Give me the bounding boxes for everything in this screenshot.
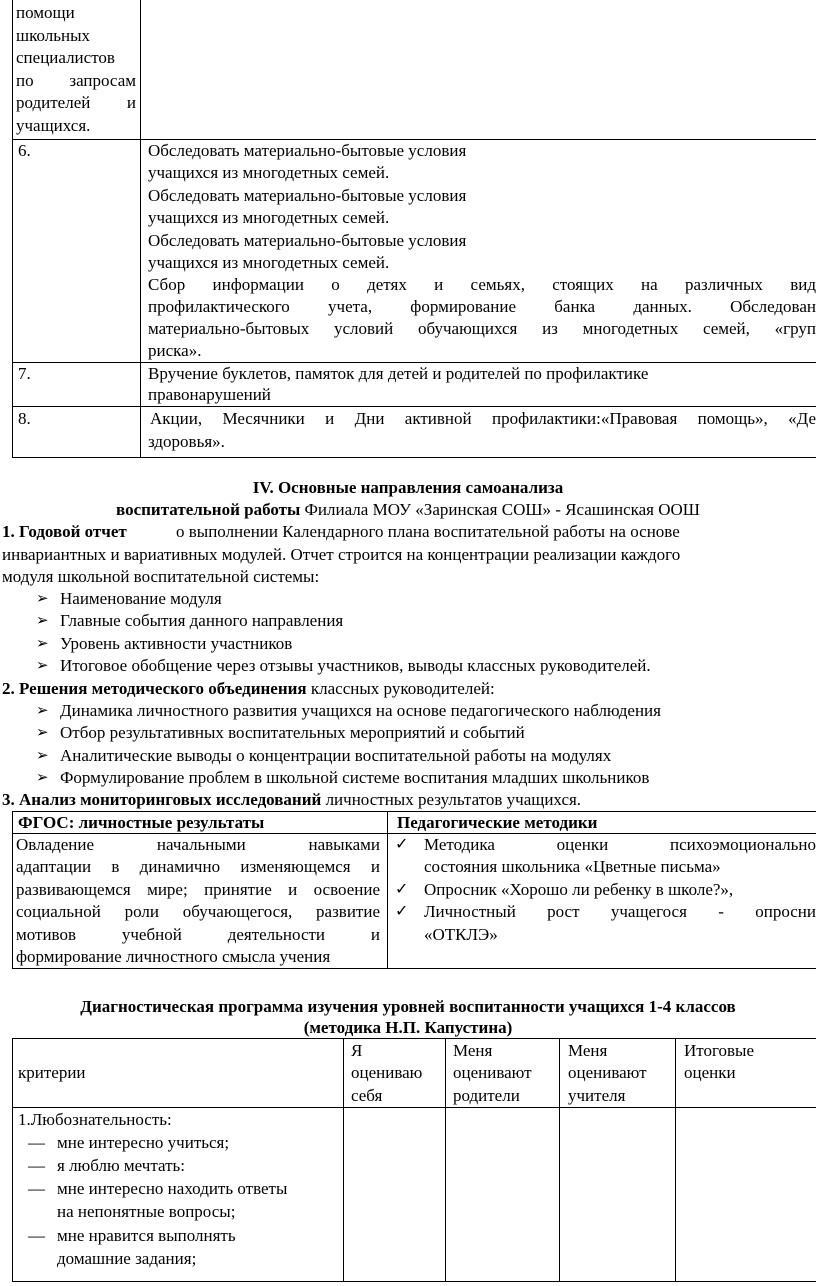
section-subtitle bbox=[0, 499, 816, 522]
header-line: оценки bbox=[684, 1063, 736, 1082]
cell-line: учащихся. bbox=[16, 116, 91, 135]
cell-line: родителей и bbox=[16, 93, 136, 112]
header-left: ФГОС: личностные результаты bbox=[18, 813, 265, 832]
arrow-bullet-icon: ➢ bbox=[36, 636, 49, 652]
checkmark-icon: ✓ bbox=[395, 881, 409, 898]
header-line: оценивают bbox=[568, 1063, 647, 1082]
cell-line: учащихся из многодетных семей. bbox=[148, 253, 390, 272]
arrow-bullet-icon: ➢ bbox=[36, 591, 49, 607]
arrow-bullet-icon: ➢ bbox=[36, 658, 49, 674]
cell-line: учащихся из многодетных семей. bbox=[148, 163, 390, 182]
col-header-criteria: критерии bbox=[18, 1063, 86, 1082]
list-item: Уровень активности участников bbox=[60, 634, 293, 653]
criteria-item: я люблю мечтать: bbox=[57, 1156, 185, 1175]
cell-line: специалистов bbox=[16, 48, 115, 67]
dash-bullet-icon: — bbox=[28, 1226, 45, 1245]
list-item: Отбор результативных воспитательных мероприятий и событий bbox=[60, 723, 525, 742]
cell-line: Обследовать материально-бытовые условия bbox=[148, 141, 467, 160]
header-line: оценивают bbox=[453, 1063, 532, 1082]
cell-line: учащихся из многодетных семей. bbox=[148, 208, 390, 227]
dash-bullet-icon: — bbox=[28, 1133, 45, 1152]
cell-line: формирование личностного смысла учения bbox=[16, 947, 331, 966]
cell-line: риска». bbox=[148, 341, 202, 360]
criteria-title: 1.Любознательность: bbox=[18, 1110, 172, 1129]
list-item: Главные события данного направления bbox=[60, 611, 344, 630]
p2-text: классных руководителей: bbox=[306, 679, 495, 698]
header-line: оцениваю bbox=[351, 1063, 423, 1082]
header-right: Педагогические методики bbox=[397, 813, 598, 832]
row-number: 8. bbox=[18, 409, 31, 428]
cell-line: Сбор информации о детях и семьях, стоящих на различных вид bbox=[148, 275, 816, 294]
p3-text: личностных результатов учащихся. bbox=[321, 790, 582, 809]
diag-title: Диагностическая программа изучения уровней воспитанности учащихся 1-4 классов bbox=[80, 997, 736, 1016]
cell-line: материально-бытовых условий обучающихся из многодетных семей, «груп bbox=[148, 319, 816, 338]
arrow-bullet-icon: ➢ bbox=[36, 770, 49, 786]
p1-heading: 1. Годовой отчет bbox=[2, 522, 127, 541]
arrow-bullet-icon: ➢ bbox=[36, 613, 49, 629]
list-item: Итоговое обобщение через отзывы участников, выводы классных руководителей. bbox=[60, 656, 651, 675]
cell-line: социальной роли обучающегося, развитие bbox=[16, 902, 380, 921]
header-line: родители bbox=[453, 1086, 520, 1105]
dash-bullet-icon: — bbox=[28, 1156, 45, 1175]
list-item: Наименование модуля bbox=[60, 589, 222, 608]
cell-line: школьных bbox=[16, 26, 91, 45]
criteria-item: на непонятные вопросы; bbox=[57, 1202, 236, 1221]
arrow-bullet-icon: ➢ bbox=[36, 703, 49, 719]
list-item: Аналитические выводы о концентрации воспитательной работы на модулях bbox=[60, 746, 612, 765]
section-title: IV. Основные направления самоанализа bbox=[252, 478, 564, 497]
p2-heading: 2. Решения методического объединения bbox=[2, 679, 307, 698]
p2 bbox=[2, 678, 495, 701]
cell-line: профилактического учета, формирование банка данных. Обследован bbox=[148, 297, 816, 316]
header-line: Меня bbox=[453, 1041, 493, 1060]
dash-bullet-icon: — bbox=[28, 1179, 45, 1198]
criteria-item: мне нравится выполнять bbox=[57, 1226, 236, 1245]
cell-line: Опросник «Хорошо ли ребенку в школе?», bbox=[424, 880, 734, 899]
criteria-item: домашние задания; bbox=[57, 1249, 197, 1268]
cell-line: Вручение буклетов, памяток для детей и родителей по профилактике bbox=[148, 364, 649, 383]
p3 bbox=[2, 789, 581, 812]
checkmark-icon: ✓ bbox=[395, 836, 409, 853]
row-number: 6. bbox=[18, 141, 31, 160]
criteria-item: мне интересно находить ответы bbox=[57, 1179, 288, 1198]
arrow-bullet-icon: ➢ bbox=[36, 725, 49, 741]
cell-line: помощи bbox=[16, 3, 75, 22]
cell-line: Личностный рост учащегося - опросни bbox=[424, 902, 816, 921]
cell-line: развивающемся мире; принятие и освоение bbox=[16, 880, 380, 899]
header-line: себя bbox=[351, 1086, 383, 1105]
cell-line: Обследовать материально-бытовые условия bbox=[148, 186, 467, 205]
checkmark-icon: ✓ bbox=[395, 903, 409, 920]
header-line: Меня bbox=[568, 1041, 608, 1060]
cell-line: правонарушений bbox=[148, 385, 271, 404]
header-line: Итоговые bbox=[684, 1041, 755, 1060]
cell-line: «ОТКЛЭ» bbox=[424, 925, 498, 944]
list-item: Формулирование проблем в школьной системе воспитания младших школьников bbox=[60, 768, 650, 787]
p1-text: инвариантных и вариативных модулей. Отчет строится на концентрации реализации каждого bbox=[2, 545, 681, 564]
row-number: 7. bbox=[18, 364, 31, 383]
header-line: Я bbox=[351, 1041, 363, 1060]
arrow-bullet-icon: ➢ bbox=[36, 748, 49, 764]
p3-heading: 3. Анализ мониторинговых исследований bbox=[2, 790, 322, 809]
cell-line: здоровья». bbox=[148, 432, 225, 451]
cell-line: адаптации в динамично изменяющемся и bbox=[16, 857, 380, 876]
cell-line: состояния школьника «Цветные письма» bbox=[424, 857, 721, 876]
list-item: Динамика личностного развития учащихся на основе педагогического наблюдения bbox=[60, 701, 661, 720]
cell-line: Обследовать материально-бытовые условия bbox=[148, 231, 467, 250]
header-line: учителя bbox=[568, 1086, 626, 1105]
p1-text: модуля школьной воспитательной системы: bbox=[2, 567, 320, 586]
subtitle-bold: воспитательной работы bbox=[116, 500, 301, 519]
cell-line: Акции, Месячники и Дни активной профилактики:«Правовая помощь», «Де bbox=[150, 409, 816, 428]
cell-line: мотивов учебной деятельности и bbox=[16, 925, 380, 944]
cell-line: по запросам bbox=[16, 71, 136, 90]
cell-line: Методика оценки психоэмоционально bbox=[424, 835, 816, 854]
diag-subtitle: (методика Н.П. Капустина) bbox=[303, 1018, 513, 1037]
cell-line: Овладение начальными навыками bbox=[16, 835, 380, 854]
criteria-item: мне интересно учиться; bbox=[57, 1133, 230, 1152]
p1-text: о выполнении Календарного плана воспитательной работы на основе bbox=[176, 522, 680, 541]
subtitle-rest: Филиала МОУ «Заринская СОШ» - Ясашинская ООШ bbox=[300, 500, 700, 519]
